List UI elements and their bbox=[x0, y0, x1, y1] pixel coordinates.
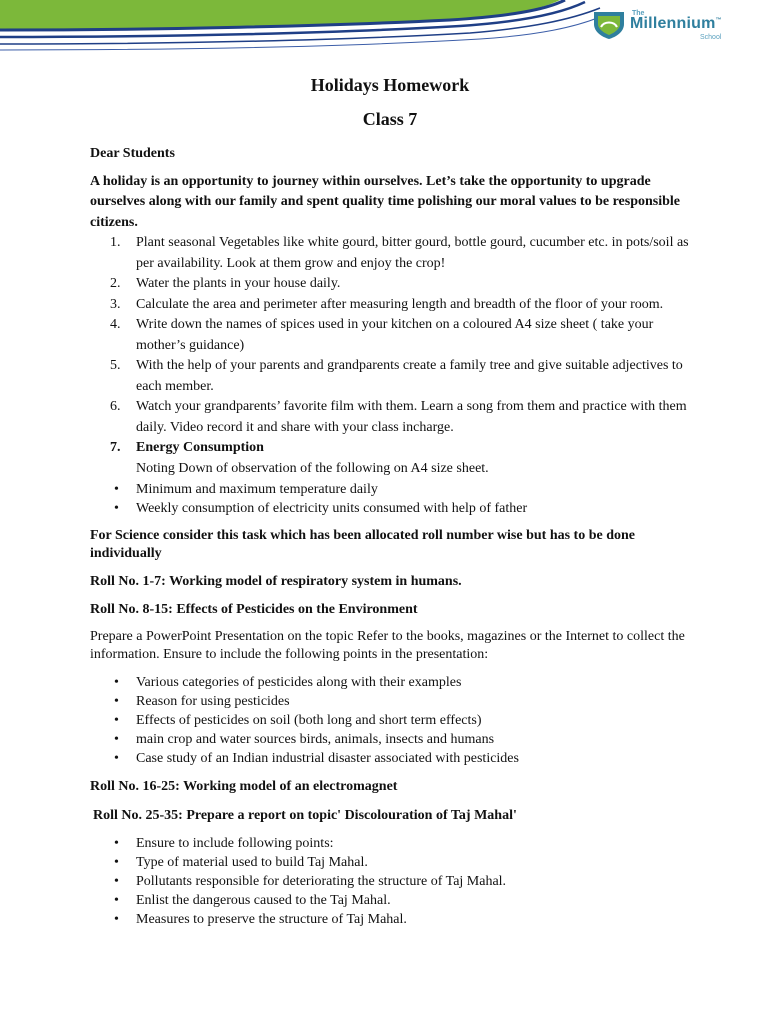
list-item: • Effects of pesticides on soil (both long and short term effects) bbox=[114, 713, 482, 728]
list-item: 2. Water the plants in your house daily. bbox=[110, 276, 341, 291]
logo-name-text: Millennium™ bbox=[630, 15, 722, 32]
taj-points bbox=[90, 834, 690, 929]
roll-25-35: Roll No. 25-35: Prepare a report on topic' Discolouration of Taj Mahal' bbox=[93, 807, 517, 823]
intro-paragraph: A holiday is an opportunity to journey within ourselves. Let’s take the opportunity to upgrade ourselves along with our family and spent quality time polishing our moral values to be responsible citizens. bbox=[90, 173, 681, 230]
page-title: Holidays Homework bbox=[310, 75, 470, 95]
list-item: • Type of material used to build Taj Mahal. bbox=[114, 855, 368, 870]
list-item: 5. With the help of your parents and grandparents create a family tree and give suitable adjectives to each member. bbox=[110, 358, 683, 394]
task-list bbox=[90, 233, 690, 479]
list-item: • Pollutants responsible for deteriorating the structure of Taj Mahal. bbox=[114, 874, 507, 889]
list-item: • Various categories of pesticides along with their examples bbox=[114, 675, 462, 690]
list-item: 1. Plant seasonal Vegetables like white gourd, bitter gourd, bottle gourd, cucumber etc. in pots/soil as per availability. Look at them grow and enjoy the crop! bbox=[110, 235, 689, 271]
list-item-energy: 7. Energy Consumption bbox=[110, 440, 264, 455]
page-subtitle: Class 7 bbox=[362, 109, 418, 129]
list-item: • Enlist the dangerous caused to the Taj Mahal. bbox=[114, 893, 391, 908]
logo-the-text: The bbox=[632, 10, 645, 17]
roll-16-25: Roll No. 16-25: Working model of an electromagnet bbox=[90, 779, 398, 794]
ppt-instructions: Prepare a PowerPoint Presentation on the topic Refer to the books, magazines or the Internet to collect the information. Ensure to include the following points in the presentation: bbox=[90, 629, 685, 662]
list-item: • Weekly consumption of electricity units consumed with help of father bbox=[114, 501, 528, 516]
greeting: Dear Students bbox=[90, 146, 175, 161]
pesticide-points bbox=[90, 673, 690, 768]
list-item: 6. Watch your grandparents’ favorite film with them. Learn a song from them and practice with them daily. Video record it and share with your class incharge. bbox=[110, 399, 687, 435]
list-item: • Reason for using pesticides bbox=[114, 694, 290, 709]
science-note: For Science consider this task which has been allocated roll number wise but has to be done individually bbox=[90, 528, 636, 561]
list-item: • Ensure to include following points: bbox=[114, 836, 334, 851]
list-item: • Minimum and maximum temperature daily bbox=[114, 482, 378, 497]
document-body bbox=[90, 72, 690, 929]
list-item: 3. Calculate the area and perimeter after measuring length and breadth of the floor of your room. bbox=[110, 296, 664, 312]
roll-1-7: Roll No. 1-7: Working model of respiratory system in humans. bbox=[90, 574, 462, 589]
school-crest-icon bbox=[592, 10, 626, 40]
list-item: 4. Write down the names of spices used in your kitchen on a coloured A4 size sheet ( take your mother’s guidance) bbox=[110, 317, 654, 353]
energy-note: Noting Down of observation of the following on A4 size sheet. bbox=[136, 460, 489, 476]
roll-8-15: Roll No. 8-15: Effects of Pesticides on the Environment bbox=[90, 601, 418, 617]
energy-bullets bbox=[90, 480, 690, 518]
logo-school-text: School bbox=[700, 34, 722, 41]
list-item: • Measures to preserve the structure of Taj Mahal. bbox=[114, 912, 407, 927]
list-item: • main crop and water sources birds, animals, insects and humans bbox=[114, 732, 495, 747]
list-item: • Case study of an Indian industrial disaster associated with pesticides bbox=[114, 751, 519, 766]
letterhead-banner bbox=[0, 0, 768, 62]
school-logo bbox=[592, 10, 752, 46]
